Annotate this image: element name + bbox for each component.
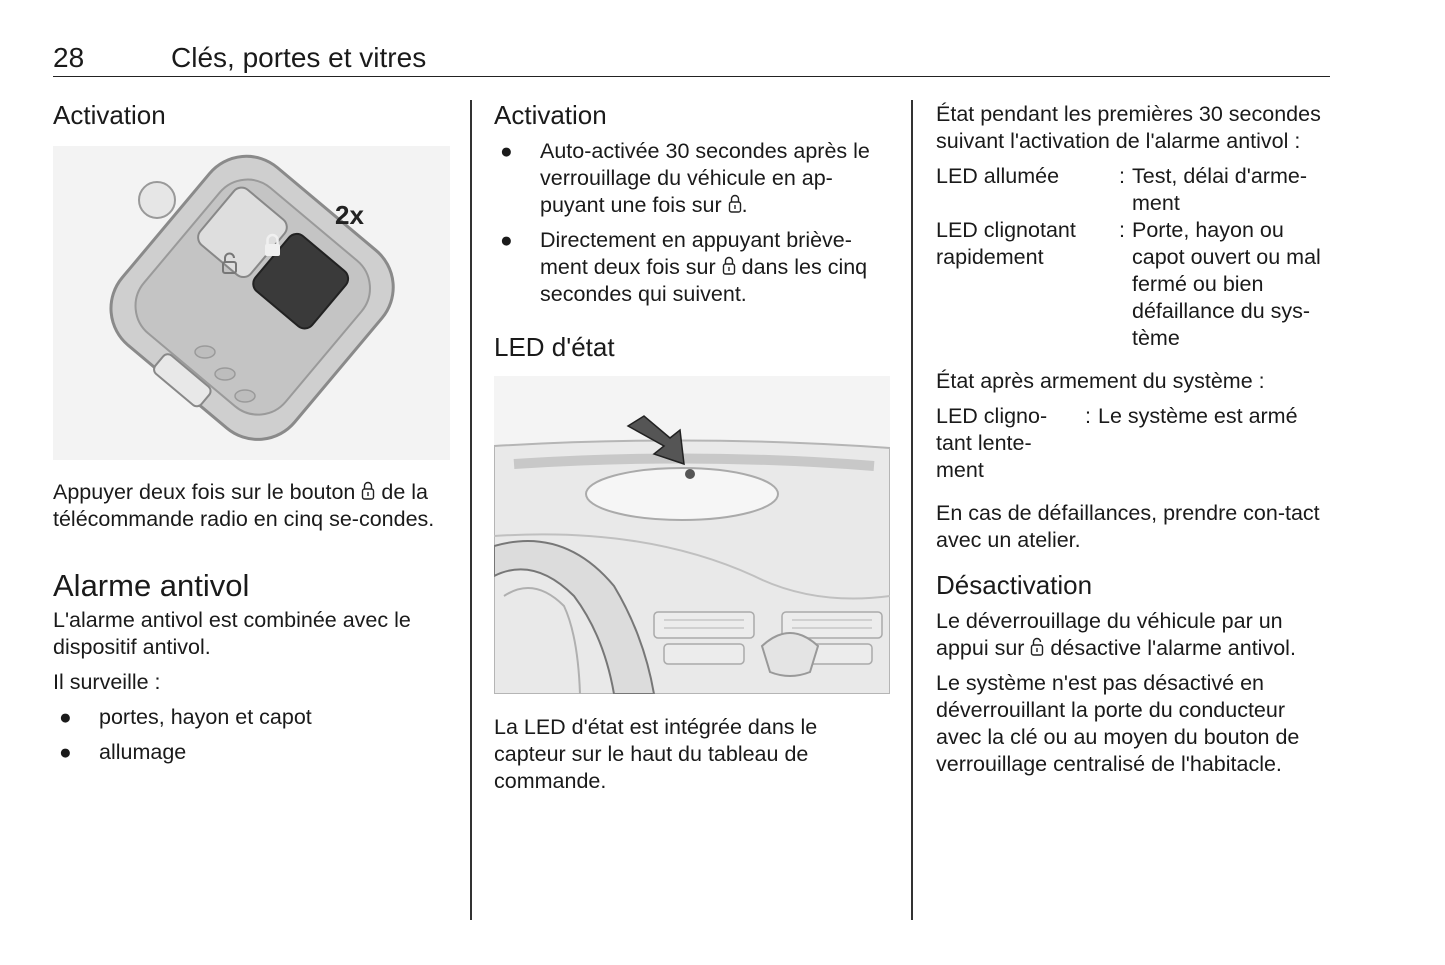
- column-2: [494, 98, 890, 795]
- alarm-intro: L'alarme antivol est combinée avec le dispositif antivol.: [53, 608, 411, 659]
- lock-icon: [361, 481, 375, 501]
- activation-heading: Activation: [53, 100, 166, 130]
- surveille-list: [53, 704, 450, 766]
- press-twice-label: 2x: [335, 200, 364, 230]
- list-item: ● allumage: [59, 740, 187, 764]
- dashboard-illustration: [494, 376, 890, 694]
- key-fob-illustration: [53, 146, 450, 460]
- led-sensor: [685, 469, 695, 479]
- column-1: [53, 98, 450, 766]
- table-row: LED allumée : Test, délai d'arme-ment: [936, 164, 1307, 215]
- led-caption: La LED d'état est intégrée dans le capteur sur le haut du tableau de commande.: [494, 715, 818, 793]
- table-row: LED cligno-tant lente-ment : Le système est armé: [936, 404, 1298, 482]
- deactivation-text: Le déverrouillage du véhicule par un appui sur désactive l'alarme antivol.: [936, 609, 1296, 660]
- page-number: 28: [53, 42, 85, 73]
- surveille-label: Il surveille :: [53, 670, 161, 694]
- led-armed-table: [936, 403, 1331, 484]
- state-after: État après armement du système :: [936, 369, 1265, 393]
- table-row: LED clignotant rapidement : Porte, hayon ou capot ouvert ou mal fermé ou bien défaillance du sys-tème: [936, 218, 1321, 350]
- failure-text: En cas de défaillances, prendre con-tact avec un atelier.: [936, 501, 1320, 552]
- alarm-heading: Alarme antivol: [53, 568, 250, 603]
- state-intro: État pendant les premières 30 secondes suivant l'activation de l'alarme antivol :: [936, 102, 1321, 153]
- deactivation-heading: Désactivation: [936, 570, 1093, 600]
- activation-list: [494, 138, 890, 308]
- column-divider: [470, 100, 472, 920]
- lock-icon: [728, 194, 742, 214]
- activation-heading: Activation: [494, 100, 607, 130]
- chapter-title: Clés, portes et vitres: [171, 42, 427, 73]
- key-fob-figure: [53, 146, 450, 460]
- led-state-table: [936, 163, 1331, 352]
- list-item: ● Auto-activée 30 secondes après le verrouillage du véhicule en ap-puyant une fois sur .: [500, 139, 870, 217]
- page-header: [53, 40, 1330, 77]
- column-divider: [911, 100, 913, 920]
- dashboard-figure: [494, 376, 890, 694]
- key-caption: Appuyer deux fois sur le bouton de la télécommande radio en cinq se-condes.: [53, 480, 435, 531]
- lock-icon: [722, 256, 736, 276]
- column-3: [936, 101, 1331, 778]
- led-heading: LED d'état: [494, 332, 615, 362]
- deactivation-note: Le système n'est pas désactivé en déverrouillant la porte du conducteur avec la clé ou au moyen du bouton de verrouillage centralisé de l'habitacle.: [936, 671, 1300, 776]
- list-item: ● Directement en appuyant briève-ment deux fois sur dans les cinq secondes qui suivent.: [500, 228, 868, 306]
- unlock-icon: [1030, 637, 1044, 657]
- list-item: ● portes, hayon et capot: [59, 705, 312, 729]
